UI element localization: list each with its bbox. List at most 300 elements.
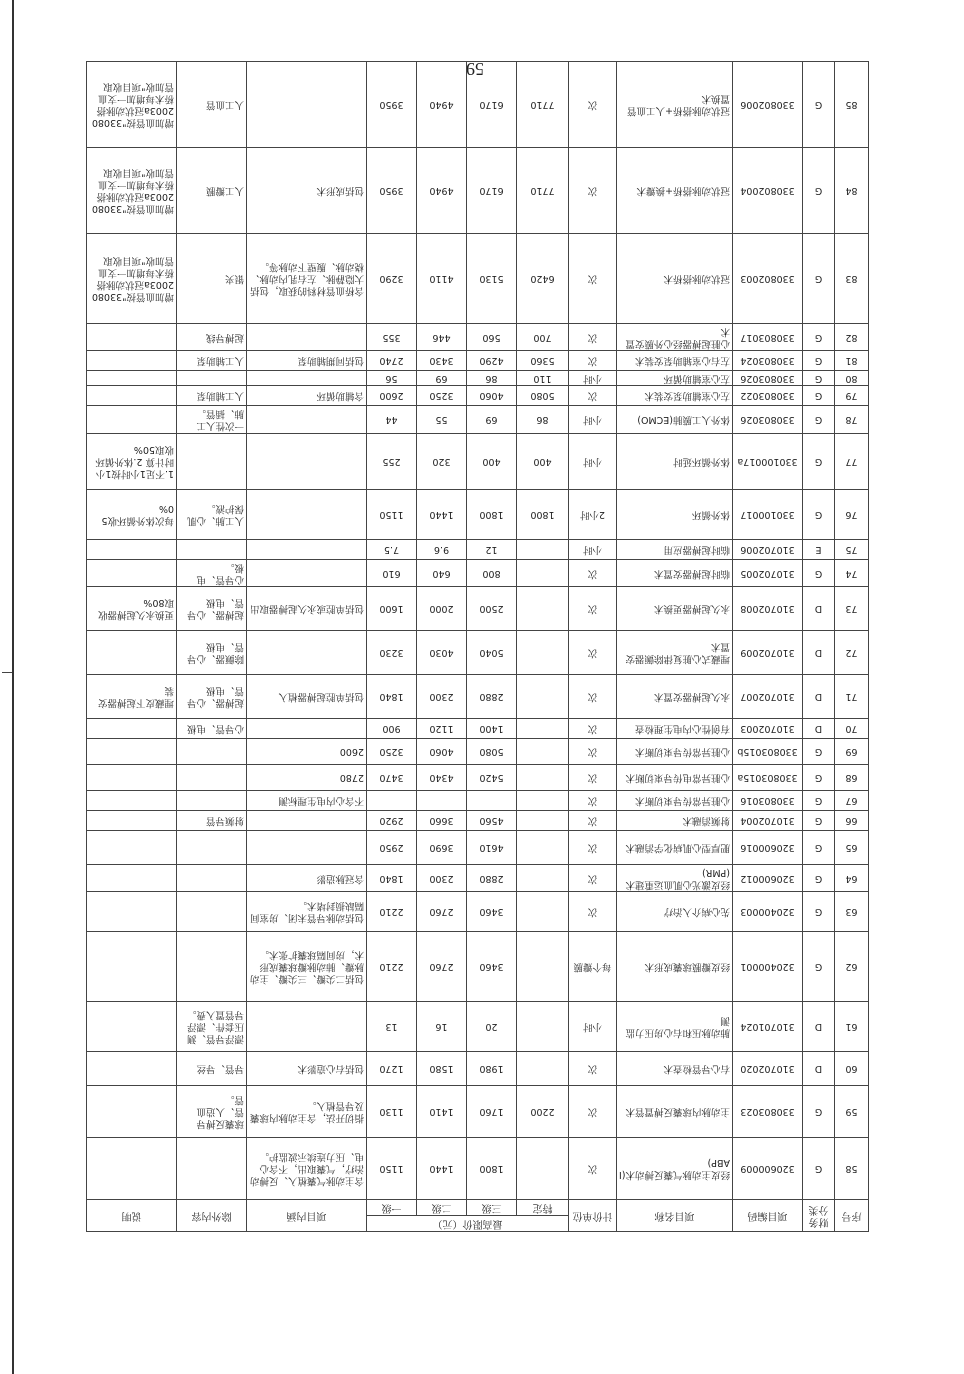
table-row (87, 234, 869, 324)
cell-level2: 320 (417, 434, 467, 490)
cell-seq: 80 (835, 371, 869, 386)
scan-edge-line (12, 0, 14, 1374)
table-row (87, 148, 869, 234)
cell-name: 肺动脉压和右心房压力监测 (617, 1002, 733, 1052)
cell-category: G (803, 148, 835, 234)
cell-level3: 800 (467, 560, 517, 587)
cell-code: 330100017a (733, 434, 803, 490)
cell-level3: 1760 (467, 1086, 517, 1138)
cell-name: 有创性心内电生理检查 (617, 719, 733, 739)
header-content: 项目内涵 (247, 1200, 367, 1232)
cell-note (87, 351, 177, 371)
cell-level3: 4560 (467, 811, 517, 831)
cell-level3: 5130 (467, 234, 517, 324)
cell-level2: 2760 (417, 892, 467, 932)
cell-except: 银夹 (177, 234, 247, 324)
cell-except (177, 791, 247, 811)
cell-note: 增加血管按"330802003a冠状动脉搭桥术每增加一支血管加收"项目收取 (87, 62, 177, 148)
header-level3: 三级 (467, 1200, 517, 1216)
cell-code: 330802006 (733, 62, 803, 148)
cell-content (247, 719, 367, 739)
cell-level2 (417, 791, 467, 811)
cell-code: 310702003 (733, 719, 803, 739)
cell-seq: 62 (835, 932, 869, 1002)
cell-name: 冠状动脉搭桥+人工血管置换术 (617, 62, 733, 148)
cell-level1: 44 (367, 406, 417, 434)
cell-name: 冠状动脉搭桥术 (617, 234, 733, 324)
cell-seq: 78 (835, 406, 869, 434)
cell-level1: 7.5 (367, 540, 417, 560)
cell-except: 人工辅助泵 (177, 386, 247, 406)
cell-code: 330803024 (733, 351, 803, 371)
cell-seq: 72 (835, 631, 869, 675)
cell-level3: 86 (467, 371, 517, 386)
cell-name: 左心室辅助循环 (617, 371, 733, 386)
cell-code: 320400003 (733, 892, 803, 932)
cell-level1: 255 (367, 434, 417, 490)
cell-content: 包括单腔起搏器植入 (247, 675, 367, 719)
cell-name: 主动脉内球囊反搏置管术 (617, 1086, 733, 1138)
cell-note: 增加血管按"330802003a冠状动脉搭桥术每增加一支血管加收"项目收取 (87, 234, 177, 324)
cell-level1 (367, 791, 417, 811)
cell-except: 起搏器、心导管、电极 (177, 675, 247, 719)
cell-category: D (803, 1052, 835, 1086)
cell-unit: 小时 (569, 434, 617, 490)
cell-unit: 次 (569, 560, 617, 587)
cell-name: 经皮激光心肌血运重建术(PMR) (617, 865, 733, 892)
header-special: 特定 (517, 1200, 569, 1216)
cell-category: D (803, 1002, 835, 1052)
cell-level3: 3460 (467, 892, 517, 932)
cell-name: 临时起搏器应用 (617, 540, 733, 560)
cell-code: 330100017 (733, 490, 803, 540)
cell-note (87, 791, 177, 811)
cell-seq: 68 (835, 765, 869, 791)
cell-seq: 64 (835, 865, 869, 892)
cell-name: 临时起搏器安置术 (617, 560, 733, 587)
cell-name: 体外人工膜肺(ECMO) (617, 406, 733, 434)
cell-category: G (803, 234, 835, 324)
cell-except: 起搏器、心导管、电极 (177, 587, 247, 631)
cell-content: 包括成形术 (247, 148, 367, 234)
cell-level3: 1800 (467, 490, 517, 540)
cell-content (247, 371, 367, 386)
cell-name: 右心导管检查术 (617, 1052, 733, 1086)
cell-except (177, 739, 247, 765)
cell-except (177, 1138, 247, 1200)
cell-level3: 2500 (467, 587, 517, 631)
table-row (87, 675, 869, 719)
cell-code: 320400001 (733, 932, 803, 1002)
cell-except: 心导管、电极 (177, 719, 247, 739)
cell-content: 含桥血管材料的获取，包括大隐静脉、左右乳内动脉、桡动脉、腹壁下动脉等。 (247, 234, 367, 324)
cell-level2: 69 (417, 371, 467, 386)
cell-unit: 小时 (569, 371, 617, 386)
cell-level1: 1270 (367, 1052, 417, 1086)
cell-level1: 3950 (367, 148, 417, 234)
cell-level3: 6170 (467, 148, 517, 234)
cell-level3: 5420 (467, 765, 517, 791)
cell-except: 人工辅助泵 (177, 351, 247, 371)
cell-name: 心脏异常传导束切断术 (617, 791, 733, 811)
cell-code: 320600009 (733, 1138, 803, 1200)
cell-level1: 900 (367, 719, 417, 739)
cell-note (87, 811, 177, 831)
cell-seq: 74 (835, 560, 869, 587)
cell-level3 (467, 791, 517, 811)
cell-code: 310701024 (733, 1002, 803, 1052)
cell-special: 86 (517, 406, 569, 434)
cell-level1: 2600 (367, 386, 417, 406)
cell-except (177, 765, 247, 791)
cell-special: 400 (517, 434, 569, 490)
cell-content: 2780 (247, 765, 367, 791)
cell-content (247, 811, 367, 831)
cell-special (517, 1052, 569, 1086)
table-row (87, 406, 869, 434)
cell-unit: 次 (569, 351, 617, 371)
cell-except (177, 434, 247, 490)
cell-unit: 次 (569, 324, 617, 351)
cell-unit: 次 (569, 791, 617, 811)
cell-level2: 1410 (417, 1086, 467, 1138)
cell-level2: 4940 (417, 148, 467, 234)
cell-level3: 3460 (467, 932, 517, 1002)
cell-seq: 84 (835, 148, 869, 234)
cell-except: 除颤器、心导管、电极 (177, 631, 247, 675)
cell-seq: 58 (835, 1138, 869, 1200)
cell-note (87, 324, 177, 351)
cell-level1: 3250 (367, 739, 417, 765)
table-row (87, 587, 869, 631)
cell-category: G (803, 1086, 835, 1138)
cell-code: 330803026 (733, 371, 803, 386)
cell-level2: 2000 (417, 587, 467, 631)
cell-seq: 66 (835, 811, 869, 831)
cell-category: G (803, 892, 835, 932)
cell-special (517, 865, 569, 892)
cell-content: 含主动脉气囊植入、反搏动治疗，气囊取出，不含心电、压力连续示波监护。 (247, 1138, 367, 1200)
cell-special (517, 831, 569, 865)
cell-except: 一次性人工肺、插管。 (177, 406, 247, 434)
cell-content (247, 406, 367, 434)
table-row (87, 490, 869, 540)
cell-name: 经皮主动脉气囊反搏动术(IABP) (617, 1138, 733, 1200)
cell-code: 330803015a (733, 765, 803, 791)
header-level1: 一级 (367, 1200, 417, 1216)
header-level2: 二级 (417, 1200, 467, 1216)
cell-level2: 2760 (417, 932, 467, 1002)
cell-seq: 60 (835, 1052, 869, 1086)
cell-code: 310702005 (733, 560, 803, 587)
cell-code: 330803015b (733, 739, 803, 765)
cell-seq: 69 (835, 739, 869, 765)
cell-level1: 13 (367, 1002, 417, 1052)
cell-level2: 9.6 (417, 540, 467, 560)
table-row (87, 1138, 869, 1200)
cell-seq: 65 (835, 831, 869, 865)
table-row (87, 540, 869, 560)
cell-level1: 1840 (367, 675, 417, 719)
cell-code: 310702008 (733, 587, 803, 631)
cell-unit: 次 (569, 765, 617, 791)
cell-seq: 82 (835, 324, 869, 351)
cell-name: 心脏异常传导束切断术 (617, 739, 733, 765)
cell-unit: 次 (569, 675, 617, 719)
table-row (87, 1052, 869, 1086)
cell-level3: 5040 (467, 631, 517, 675)
cell-level3: 1400 (467, 719, 517, 739)
cell-note (87, 1138, 177, 1200)
cell-level3: 1980 (467, 1052, 517, 1086)
cell-content: 2600 (247, 739, 367, 765)
cell-content (247, 324, 367, 351)
cell-unit: 次 (569, 892, 617, 932)
table-row (87, 631, 869, 675)
cell-level1: 1600 (367, 587, 417, 631)
cell-content: 包括同期辅助泵 (247, 351, 367, 371)
cell-category: G (803, 62, 835, 148)
cell-level1: 2210 (367, 932, 417, 1002)
cell-level1: 3470 (367, 765, 417, 791)
cell-name: 射频消融术 (617, 811, 733, 831)
cell-unit: 每个瓣膜 (569, 932, 617, 1002)
cell-level3: 2880 (467, 865, 517, 892)
cell-special: 700 (517, 324, 569, 351)
cell-level3: 400 (467, 434, 517, 490)
page-number: 59 (466, 59, 484, 79)
cell-category: G (803, 324, 835, 351)
cell-seq: 73 (835, 587, 869, 631)
cell-name: 冠状动脉搭桥+换瓣术 (617, 148, 733, 234)
cell-name: 心脏起搏器经心外膜安置术 (617, 324, 733, 351)
cell-level1: 1150 (367, 1138, 417, 1200)
cell-special (517, 560, 569, 587)
cell-unit: 次 (569, 831, 617, 865)
cell-seq: 63 (835, 892, 869, 932)
cell-level2: 2300 (417, 865, 467, 892)
cell-category: G (803, 434, 835, 490)
cell-unit: 次 (569, 1086, 617, 1138)
cell-level1: 2920 (367, 811, 417, 831)
table-row (87, 765, 869, 791)
cell-name: 先心病介入治疗 (617, 892, 733, 932)
cell-note: 增加血管按"330802003a冠状动脉搭桥术每增加一支血管加收"项目收取 (87, 148, 177, 234)
cell-special: 110 (517, 371, 569, 386)
cell-category: G (803, 490, 835, 540)
cell-code: 330803016 (733, 791, 803, 811)
cell-category: D (803, 719, 835, 739)
cell-level1: 2740 (367, 351, 417, 371)
cell-level2: 16 (417, 1002, 467, 1052)
cell-code: 310702007 (733, 675, 803, 719)
cell-unit: 次 (569, 739, 617, 765)
cell-category: G (803, 765, 835, 791)
cell-special: 7710 (517, 62, 569, 148)
cell-level2: 1440 (417, 1138, 467, 1200)
cell-note (87, 1052, 177, 1086)
cell-special (517, 739, 569, 765)
cell-level2: 1580 (417, 1052, 467, 1086)
cell-code: 330803017 (733, 324, 803, 351)
header-unit: 计价单位 (569, 1200, 617, 1232)
cell-note (87, 932, 177, 1002)
cell-unit: 次 (569, 1138, 617, 1200)
cell-level2: 4060 (417, 739, 467, 765)
cell-note (87, 831, 177, 865)
cell-note (87, 892, 177, 932)
cell-content: 包括右心造影术 (247, 1052, 367, 1086)
cell-category: G (803, 739, 835, 765)
cell-except (177, 892, 247, 932)
cell-content (247, 631, 367, 675)
cell-special (517, 587, 569, 631)
table-row (87, 892, 869, 932)
cell-content: 指切开法，含主动脉内球囊及导管植入。 (247, 1086, 367, 1138)
cell-unit: 次 (569, 386, 617, 406)
cell-level3: 1800 (467, 1138, 517, 1200)
cell-category: G (803, 932, 835, 1002)
cell-seq: 61 (835, 1002, 869, 1052)
cell-code: 330803023 (733, 1086, 803, 1138)
cell-code: 330802004 (733, 148, 803, 234)
header-except: 除外内容 (177, 1200, 247, 1232)
cell-content (247, 831, 367, 865)
table-row (87, 811, 869, 831)
cell-except (177, 540, 247, 560)
table-row (87, 932, 869, 1002)
cell-special: 6420 (517, 234, 569, 324)
header-seq: 序号 (835, 1200, 869, 1232)
cell-special (517, 765, 569, 791)
cell-special (517, 631, 569, 675)
cell-level1: 3950 (367, 62, 417, 148)
table-row (87, 865, 869, 892)
cell-level3: 2880 (467, 675, 517, 719)
cell-level3: 560 (467, 324, 517, 351)
cell-level2: 446 (417, 324, 467, 351)
cell-content: 包括二尖瓣、三尖瓣、主动脉瓣、肺动脉瓣球囊成形术，房间隔球囊扩张术。 (247, 932, 367, 1002)
cell-level3: 12 (467, 540, 517, 560)
cell-note (87, 719, 177, 739)
cell-except: 射频导管 (177, 811, 247, 831)
cell-code: 310702009 (733, 631, 803, 675)
cell-unit: 2小时 (569, 490, 617, 540)
cell-unit: 次 (569, 148, 617, 234)
table-row (87, 791, 869, 811)
cell-category: G (803, 351, 835, 371)
cell-seq: 81 (835, 351, 869, 371)
cell-unit: 小时 (569, 1002, 617, 1052)
cell-category: D (803, 675, 835, 719)
cell-category: E (803, 540, 835, 560)
cell-content (247, 540, 367, 560)
table-row (87, 560, 869, 587)
cell-except (177, 831, 247, 865)
cell-level2: 2300 (417, 675, 467, 719)
cell-except: 导管、导丝 (177, 1052, 247, 1086)
cell-content: 含冠脉造影 (247, 865, 367, 892)
cell-unit: 次 (569, 587, 617, 631)
header-price-group: 最高限价（元） (367, 1216, 569, 1232)
cell-category: G (803, 386, 835, 406)
cell-category: G (803, 811, 835, 831)
cell-name: 经皮瓣膜球囊成形术 (617, 932, 733, 1002)
table-row (87, 1086, 869, 1138)
cell-level3: 4290 (467, 351, 517, 371)
cell-seq: 79 (835, 386, 869, 406)
cell-level3: 20 (467, 1002, 517, 1052)
cell-level1: 1150 (367, 490, 417, 540)
cell-special (517, 675, 569, 719)
cell-code: 330803026 (733, 406, 803, 434)
cell-level2: 3660 (417, 811, 467, 831)
cell-level1: 56 (367, 371, 417, 386)
cell-level2: 4030 (417, 631, 467, 675)
cell-level3: 4610 (467, 831, 517, 865)
cell-category: D (803, 587, 835, 631)
cell-name: 体外循环延时 (617, 434, 733, 490)
cell-level3: 5080 (467, 739, 517, 765)
cell-except: 人工瓣膜 (177, 148, 247, 234)
cell-except: 漂浮导管、测压套件、漂浮导管置入费。 (177, 1002, 247, 1052)
cell-except (177, 865, 247, 892)
cell-code: 310702004 (733, 811, 803, 831)
cell-code: 310702006 (733, 540, 803, 560)
cell-seq: 71 (835, 675, 869, 719)
cell-note: 更换永久起搏器收取80% (87, 587, 177, 631)
cell-except (177, 932, 247, 1002)
cell-name: 体外循环 (617, 490, 733, 540)
cell-seq: 83 (835, 234, 869, 324)
cell-content: 含辅助循环 (247, 386, 367, 406)
cell-note (87, 631, 177, 675)
cell-level2: 640 (417, 560, 467, 587)
cell-name: 肥厚型心肌病化学消融术 (617, 831, 733, 865)
cell-content: 包括动脉导管未闭、房室间隔缺损封堵术。 (247, 892, 367, 932)
cell-level1: 1130 (367, 1086, 417, 1138)
cell-note (87, 1086, 177, 1138)
cell-code: 320600016 (733, 831, 803, 865)
cell-unit: 次 (569, 1052, 617, 1086)
cell-note (87, 406, 177, 434)
cell-except: 心导管、电极。 (177, 560, 247, 587)
header-category: 财务分类 (803, 1200, 835, 1232)
cell-content (247, 560, 367, 587)
cell-seq: 67 (835, 791, 869, 811)
cell-seq: 59 (835, 1086, 869, 1138)
cell-level2: 3690 (417, 831, 467, 865)
cell-special: 7710 (517, 148, 569, 234)
cell-unit: 次 (569, 811, 617, 831)
cell-seq: 70 (835, 719, 869, 739)
table-row (87, 386, 869, 406)
cell-unit: 小时 (569, 540, 617, 560)
cell-note (87, 765, 177, 791)
cell-special (517, 892, 569, 932)
cell-level1: 1840 (367, 865, 417, 892)
cell-note (87, 560, 177, 587)
cell-special: 2200 (517, 1086, 569, 1138)
cell-level3: 69 (467, 406, 517, 434)
cell-level1: 3230 (367, 631, 417, 675)
cell-except: 起搏导线 (177, 324, 247, 351)
cell-category: G (803, 831, 835, 865)
cell-code: 330803022 (733, 386, 803, 406)
cell-content (247, 434, 367, 490)
cell-seq: 85 (835, 62, 869, 148)
cell-special (517, 932, 569, 1002)
